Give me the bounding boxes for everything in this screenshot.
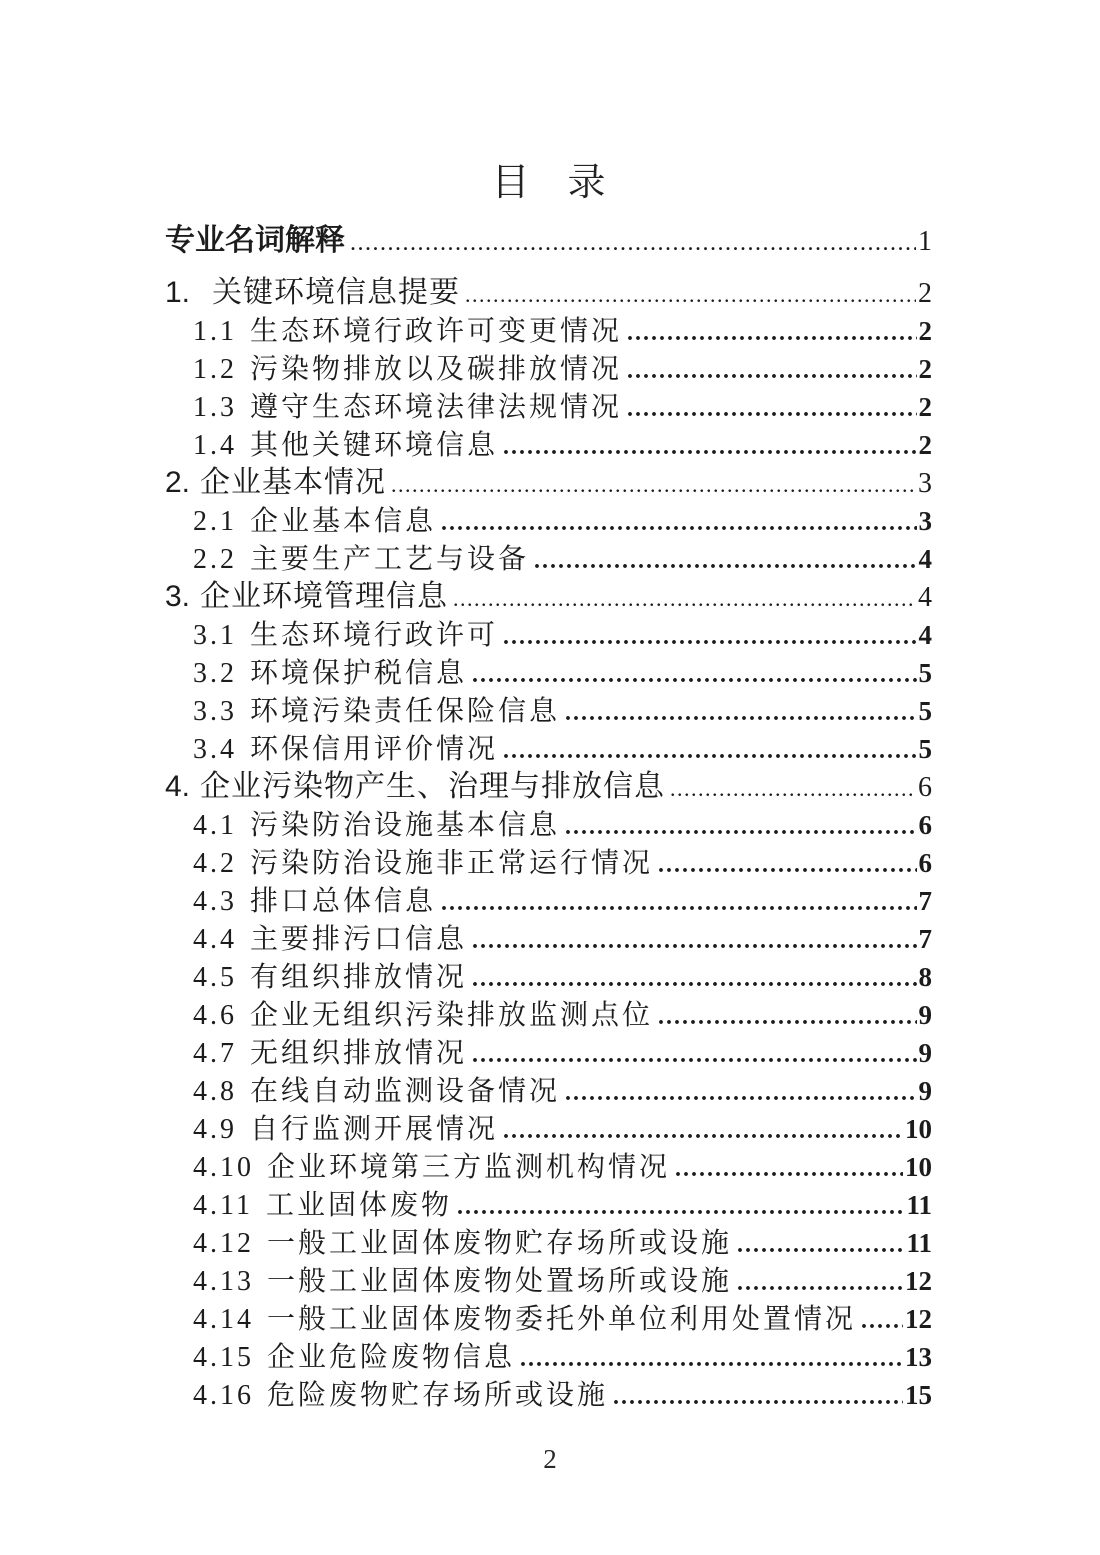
toc-dot-leader (350, 222, 916, 262)
toc-entry-title: 专业名词解释 (165, 224, 345, 257)
toc-entry-number: 4.2 (193, 848, 237, 879)
toc-dot-leader (441, 883, 916, 922)
toc-entry[interactable] (165, 502, 932, 540)
toc-entry-number: 1. (165, 276, 191, 309)
toc-entry-title: 环境污染责任保险信息 (250, 696, 561, 727)
toc-dot-leader (472, 1035, 916, 1074)
toc-entry[interactable] (165, 768, 932, 806)
toc-entry-page: 5 (918, 658, 932, 688)
toc-dot-leader (472, 959, 916, 998)
toc-entry[interactable] (165, 274, 932, 312)
toc-entry-number: 4. (165, 770, 191, 803)
toc-entry-number: 4.11 (193, 1190, 253, 1221)
toc-entry-number: 3.4 (193, 734, 237, 765)
toc-entry-page: 7 (918, 886, 932, 916)
toc-entry-number: 3.3 (193, 696, 237, 727)
toc-entry-title: 遵守生态环境法律法规情况 (250, 392, 623, 423)
toc-entry-page: 2 (918, 316, 932, 346)
toc-entry-number: 4.5 (193, 962, 237, 993)
toc-entry-number: 4.4 (193, 924, 237, 955)
toc-entry[interactable] (165, 616, 932, 654)
toc-entry[interactable] (165, 388, 932, 426)
toc-entry-title: 生态环境行政许可变更情况 (250, 316, 623, 347)
toc-entry-number: 1.3 (193, 392, 237, 423)
toc-entry-title: 关键环境信息提要 (212, 276, 461, 309)
toc-entry-title: 企业环境管理信息 (200, 580, 449, 613)
toc-entry-number: 4.10 (193, 1152, 254, 1183)
toc-entry[interactable] (165, 1224, 932, 1262)
toc-entry-page: 9 (918, 1000, 932, 1030)
toc-entry[interactable] (165, 1034, 932, 1072)
toc-entry-title: 主要生产工艺与设备 (250, 544, 530, 575)
toc-entry-title: 自行监测开展情况 (250, 1114, 499, 1145)
toc-entry-number: 4.9 (193, 1114, 237, 1145)
toc-entry-number: 3.2 (193, 658, 237, 689)
toc-entry[interactable] (165, 1186, 932, 1224)
toc-entry[interactable] (165, 1300, 932, 1338)
toc-dot-leader (441, 503, 916, 542)
toc-entry[interactable] (165, 692, 932, 730)
toc-entry[interactable] (165, 806, 932, 844)
toc-entry[interactable] (165, 1262, 932, 1300)
toc-entry[interactable] (165, 350, 932, 388)
toc-dot-leader (503, 1111, 903, 1150)
toc-entry-page: 8 (918, 962, 932, 992)
toc-entry-title: 污染防治设施基本信息 (250, 810, 561, 841)
toc-entry-page: 6 (918, 772, 932, 803)
toc-entry[interactable] (165, 958, 932, 996)
toc-dot-leader (658, 997, 916, 1036)
toc-entry-page: 7 (918, 924, 932, 954)
toc-dot-leader (627, 313, 916, 352)
toc-entry-page: 9 (918, 1038, 932, 1068)
toc-entry[interactable] (165, 578, 932, 616)
toc-entry-title: 一般工业固体废物贮存场所或设施 (267, 1228, 733, 1259)
toc-dot-leader (453, 578, 916, 618)
toc-entry-title: 其他关键环境信息 (250, 430, 499, 461)
toc-entry-number: 4.3 (193, 886, 237, 917)
toc-entry-number: 3.1 (193, 620, 237, 651)
toc-dot-leader (503, 427, 916, 466)
toc-entry-title: 无组织排放情况 (250, 1038, 468, 1069)
toc-entry-number: 4.16 (193, 1380, 254, 1411)
toc-entry-page: 5 (918, 696, 932, 726)
toc-dot-leader (534, 541, 916, 580)
toc-entry-title: 有组织排放情况 (250, 962, 468, 993)
toc-entry-page: 6 (918, 848, 932, 878)
toc-dot-leader (613, 1377, 903, 1416)
toc-entry[interactable] (165, 426, 932, 464)
toc-entry[interactable] (165, 312, 932, 350)
toc-dot-leader (472, 655, 916, 694)
toc-entry-number: 3. (165, 580, 191, 613)
toc-entry-page: 10 (905, 1114, 932, 1144)
toc-entry[interactable] (165, 1148, 932, 1186)
toc-entry[interactable] (165, 654, 932, 692)
toc-entry-title: 企业基本情况 (200, 466, 387, 499)
toc-entry-page: 2 (918, 278, 932, 309)
toc-entry-number: 2. (165, 466, 191, 499)
toc-entry-page: 10 (905, 1152, 932, 1182)
toc-entry[interactable] (165, 464, 932, 502)
toc-entry[interactable] (165, 1110, 932, 1148)
toc-entry-title: 一般工业固体废物处置场所或设施 (267, 1266, 733, 1297)
toc-entry-title: 污染防治设施非正常运行情况 (250, 848, 654, 879)
toc-entry-title: 企业环境第三方监测机构情况 (267, 1152, 671, 1183)
toc-entry-title: 企业污染物产生、治理与排放信息 (200, 770, 666, 803)
toc-entry-title: 企业危险废物信息 (267, 1342, 516, 1373)
toc-entry-page: 4 (918, 544, 932, 574)
toc-dot-leader (670, 768, 916, 808)
toc-entry[interactable] (165, 1072, 932, 1110)
toc-entry-number: 4.14 (193, 1304, 254, 1335)
toc-entry[interactable] (165, 540, 932, 578)
toc-entry-page: 6 (918, 810, 932, 840)
toc-entry-number: 4.13 (193, 1266, 254, 1297)
toc-entry-title: 工业固体废物 (265, 1190, 452, 1221)
toc-entry[interactable] (165, 996, 932, 1034)
toc-entry-title: 环境保护税信息 (250, 658, 468, 689)
toc-entry-page: 15 (905, 1380, 932, 1410)
page-title: 目 录 (491, 162, 606, 204)
toc-list (165, 222, 932, 1414)
toc-entry-title: 企业无组织污染排放监测点位 (250, 1000, 654, 1031)
toc-entry-title: 污染物排放以及碳排放情况 (250, 354, 623, 385)
toc-entry-title: 环保信用评价情况 (250, 734, 499, 765)
toc-entry-title: 在线自动监测设备情况 (250, 1076, 561, 1107)
toc-entry-title: 危险废物贮存场所或设施 (267, 1380, 609, 1411)
toc-entry-page: 1 (918, 226, 932, 257)
toc-dot-leader (737, 1263, 903, 1302)
toc-entry-page: 11 (906, 1190, 932, 1220)
toc-dot-leader (457, 1187, 905, 1226)
toc-entry-title: 生态环境行政许可 (250, 620, 499, 651)
toc-dot-leader (465, 274, 916, 314)
toc-entry-number: 4.15 (193, 1342, 254, 1373)
toc-entry-page: 3 (918, 468, 932, 499)
toc-dot-leader (391, 464, 916, 504)
toc-dot-leader (737, 1225, 904, 1264)
toc-dot-leader (627, 351, 916, 390)
toc-dot-leader (861, 1301, 903, 1340)
toc-entry-page: 5 (918, 734, 932, 764)
toc-entry-page: 13 (905, 1342, 932, 1372)
toc-entry-number: 4.12 (193, 1228, 254, 1259)
toc-entry-number: 2.1 (193, 506, 237, 537)
toc-entry-page: 3 (918, 506, 932, 536)
toc-dot-leader (565, 693, 916, 732)
toc-dot-leader (503, 617, 916, 656)
toc-entry-number: 4.6 (193, 1000, 237, 1031)
toc-dot-leader (565, 1073, 916, 1112)
toc-entry-number: 1.1 (193, 316, 237, 347)
toc-entry-page: 2 (918, 392, 932, 422)
toc-dot-leader (472, 921, 916, 960)
toc-entry-page: 12 (905, 1304, 932, 1334)
toc-entry-number: 4.7 (193, 1038, 237, 1069)
toc-entry-title: 企业基本信息 (250, 506, 437, 537)
toc-dot-leader (565, 807, 916, 846)
toc-entry-number: 1.4 (193, 430, 237, 461)
toc-entry-number: 1.2 (193, 354, 237, 385)
toc-entry[interactable] (165, 730, 932, 768)
page-number-footer: 2 (543, 1444, 557, 1474)
toc-entry[interactable] (165, 920, 932, 958)
toc-dot-leader (503, 731, 916, 770)
toc-entry-page: 2 (918, 430, 932, 460)
toc-entry-page: 2 (918, 354, 932, 384)
toc-entry-page: 4 (918, 582, 932, 613)
toc-entry[interactable] (165, 1376, 932, 1414)
toc-dot-leader (520, 1339, 903, 1378)
toc-entry[interactable] (165, 1338, 932, 1376)
toc-entry-page: 12 (905, 1266, 932, 1296)
toc-entry-title: 主要排污口信息 (250, 924, 468, 955)
toc-entry-title: 一般工业固体废物委托外单位利用处置情况 (267, 1304, 857, 1335)
toc-entry[interactable] (165, 844, 932, 882)
toc-dot-leader (675, 1149, 903, 1188)
toc-entry[interactable] (165, 222, 932, 260)
toc-dot-leader (658, 845, 916, 884)
toc-entry-number: 2.2 (193, 544, 237, 575)
toc-entry-number: 4.1 (193, 810, 237, 841)
toc-dot-leader (627, 389, 916, 428)
toc-entry-title: 排口总体信息 (250, 886, 437, 917)
toc-entry-number: 4.8 (193, 1076, 237, 1107)
toc-entry-page: 11 (906, 1228, 932, 1258)
toc-entry-page: 4 (918, 620, 932, 650)
toc-entry-page: 9 (918, 1076, 932, 1106)
toc-entry[interactable] (165, 882, 932, 920)
